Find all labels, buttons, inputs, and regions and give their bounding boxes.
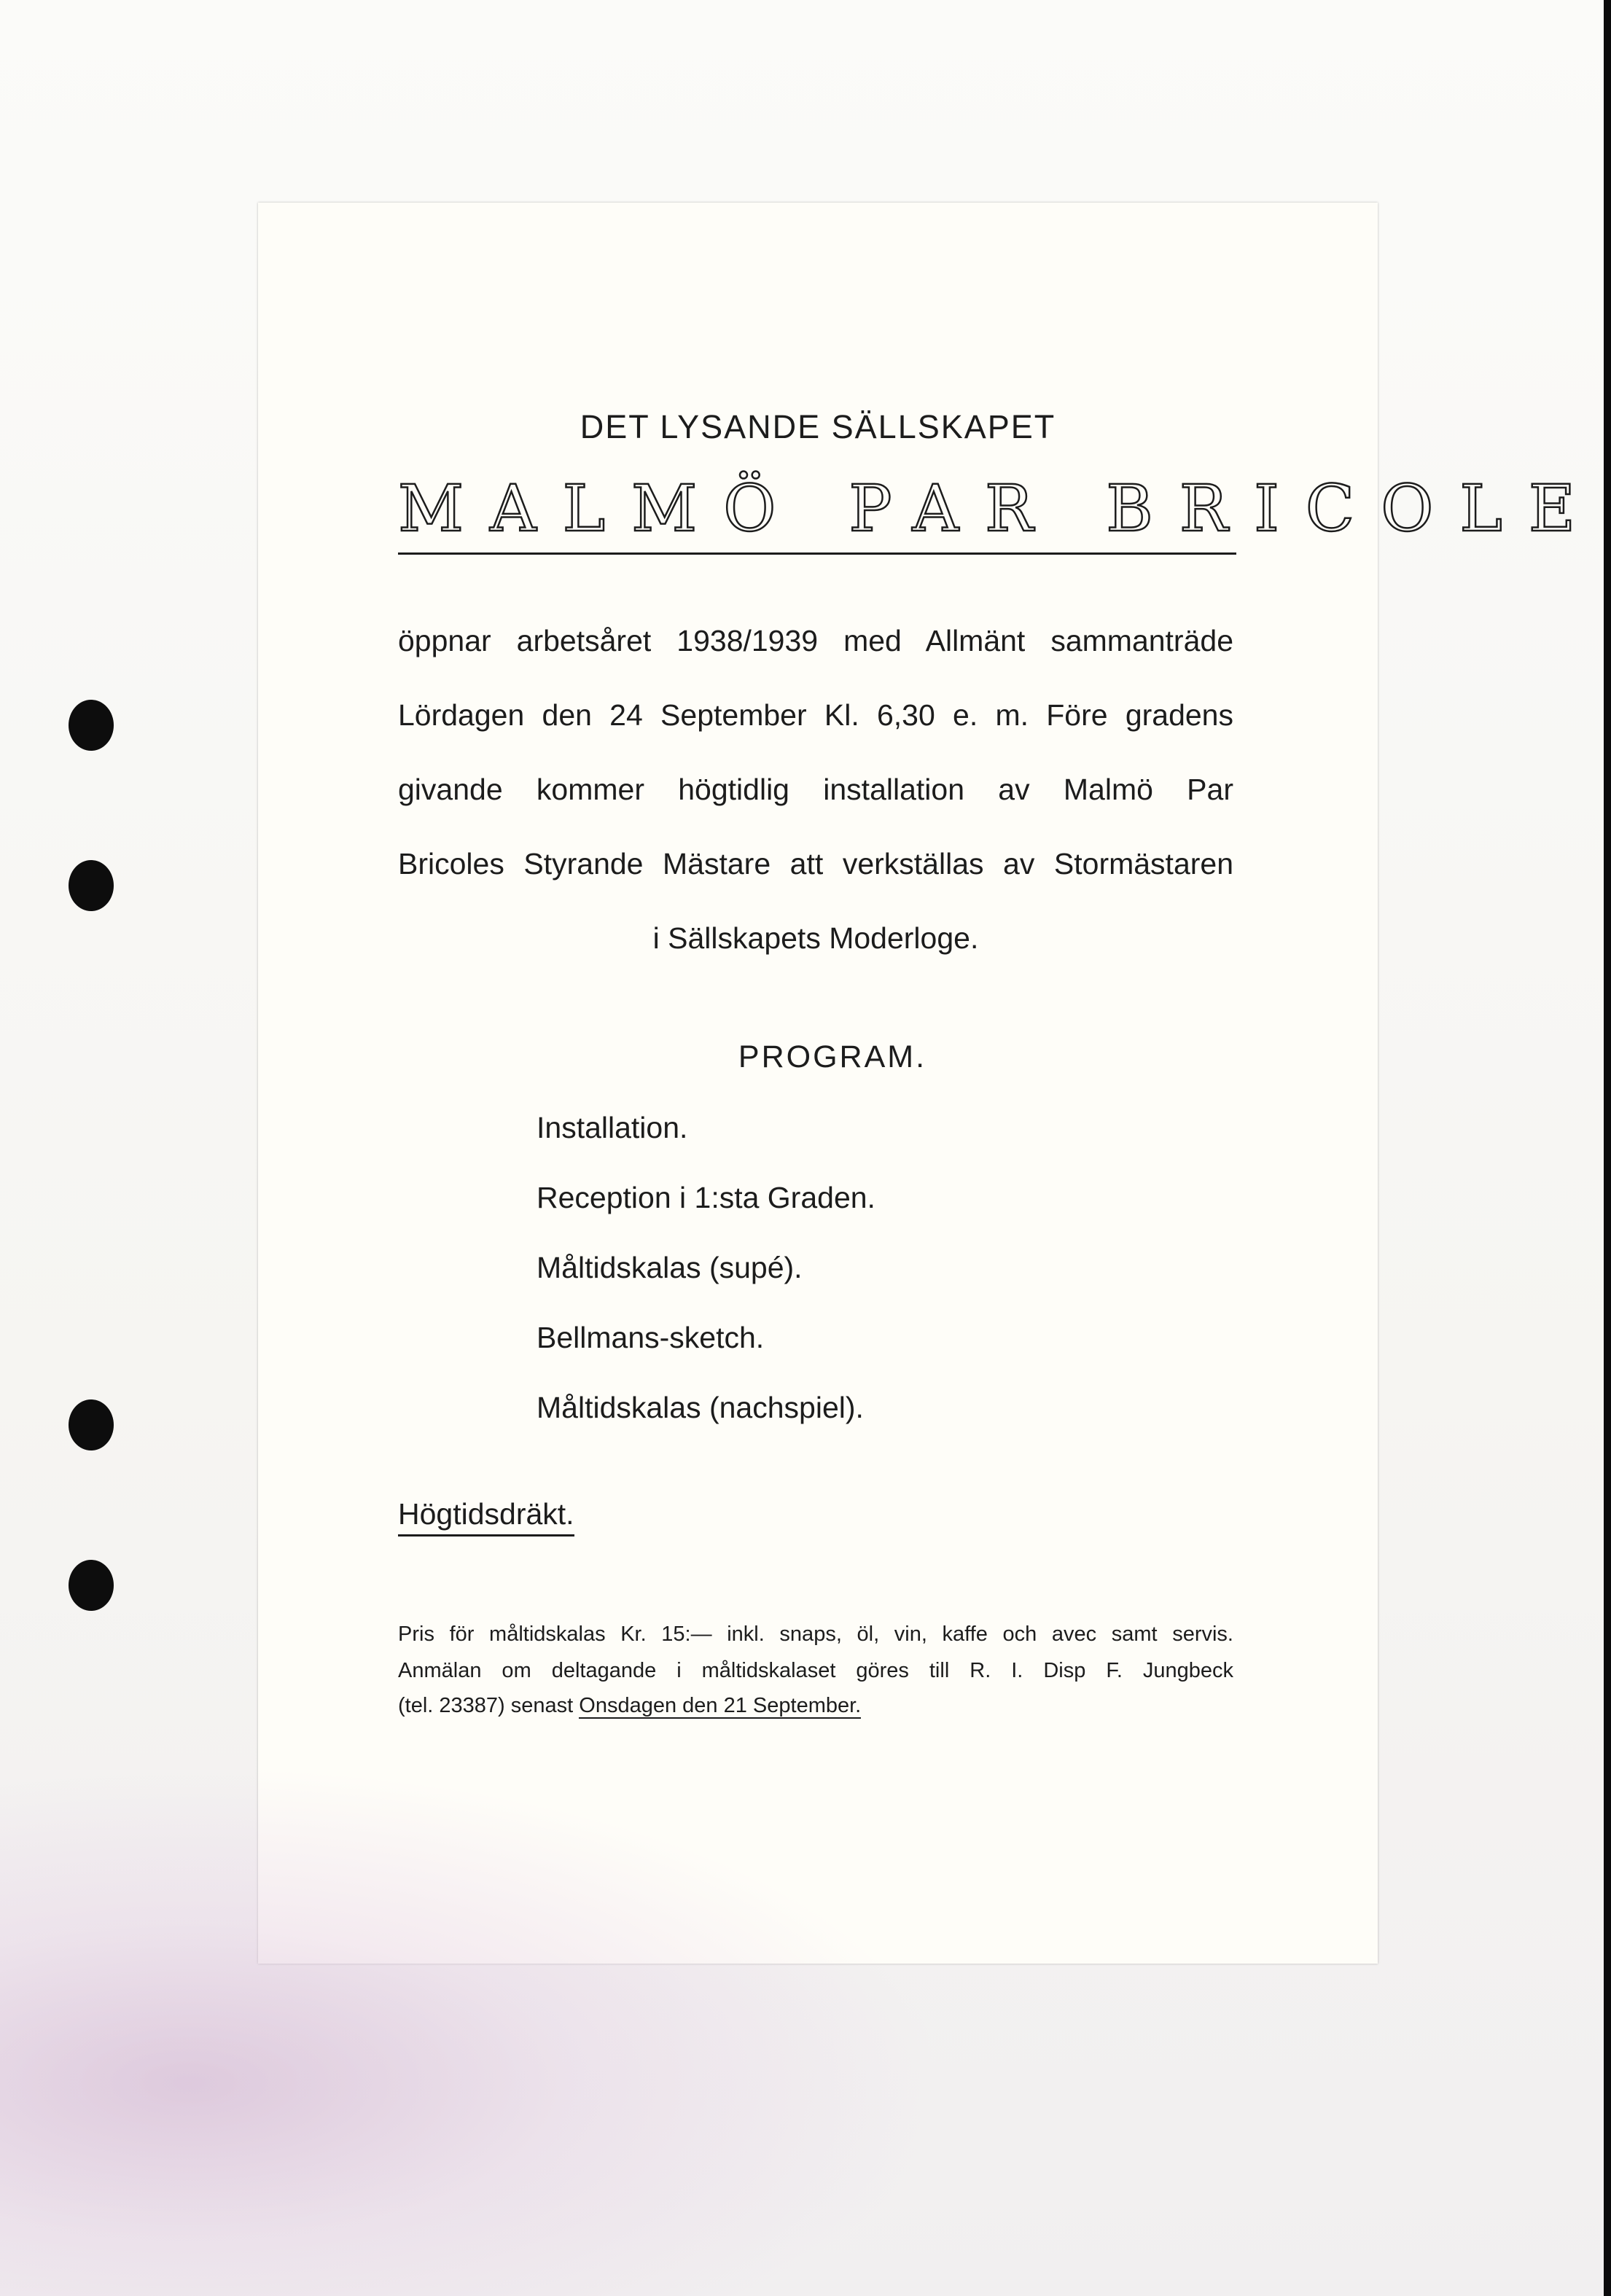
program-item: Installation. [537, 1111, 688, 1144]
body-line: Bricoles Styrande Mästare att verkställas av Stormästaren [398, 847, 1233, 880]
punch-hole [69, 860, 114, 911]
body-line: Lördagen den 24 September Kl. 6,30 e. m. Före gradens [398, 698, 1233, 732]
title-underline [398, 552, 1236, 555]
price-line: Pris för måltidskalas Kr. 15:— inkl. snaps, öl, vin, kaffe och avec samt servis. [398, 1623, 1233, 1646]
program-item: Måltidskalas (nachspiel). [537, 1391, 864, 1424]
dress-code: Högtidsdräkt. [398, 1497, 574, 1536]
society-name: DET LYSANDE SÄLLSKAPET [580, 408, 1056, 445]
punch-hole [69, 1399, 114, 1450]
program-item: Måltidskalas (supé). [537, 1251, 803, 1284]
punch-hole [69, 700, 114, 751]
body-line: öppnar arbetsåret 1938/1939 med Allmänt sammanträde [398, 624, 1233, 657]
deadline-prefix: (tel. 23387) senast [398, 1694, 574, 1717]
deadline-date: Onsdagen den 21 September. [579, 1694, 862, 1717]
invitation-flyer [258, 203, 1602, 1964]
body-line: i Sällskapets Moderloge. [652, 921, 979, 955]
punch-hole [69, 1560, 114, 1611]
program-heading: PROGRAM. [738, 1039, 927, 1074]
deadline-line [398, 1694, 1233, 1718]
program-list [537, 1111, 875, 1461]
registration-line: Anmälan om deltagande i måltidskalaset göres till R. I. Disp F. Jungbeck [398, 1659, 1233, 1682]
body-line: givande kommer högtidlig installation av Malmö Par [398, 773, 1233, 806]
program-item: Reception i 1:sta Graden. [537, 1181, 875, 1214]
flyer-title: MALMÖ PAR BRICOLE [398, 471, 1602, 546]
program-item: Bellmans-sketch. [537, 1321, 765, 1354]
